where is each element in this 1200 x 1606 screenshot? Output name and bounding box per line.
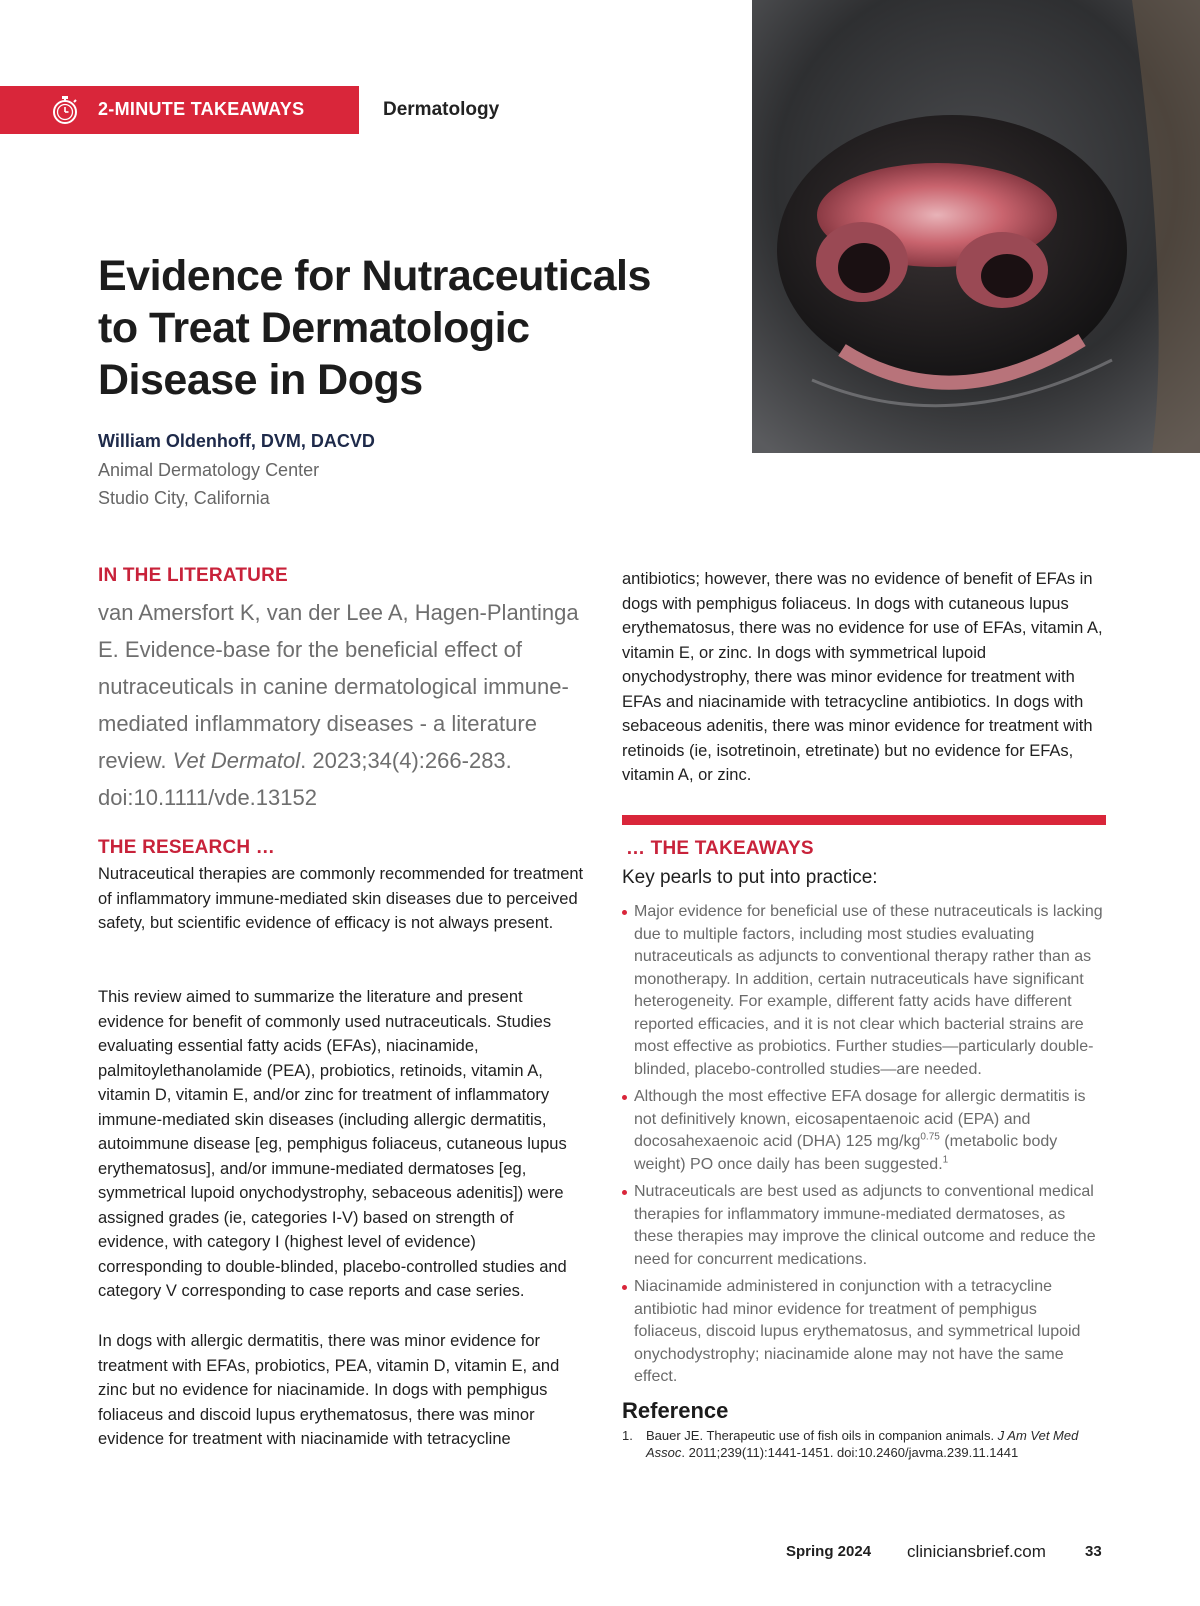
footer-issue: Spring 2024 [786,1543,872,1560]
takeaway-item: Major evidence for beneficial use of these nutraceuticals is lacking due to multiple factors, including most studies evaluating nutraceuticals as adjuncts to conventional therapy rather than as monotherapy. In addition, certain nutraceuticals have significant heterogeneity. For example, different fatty acids have different reported efficacies, and it is not clear which bacterial strains are most effective as probiotics. Further studies—particularly double-blinded, placebo-controlled studies—are needed. [622,901,1108,1081]
research-heading: THE RESEARCH … [98,837,275,858]
title-line: Disease in Dogs [98,356,423,404]
takeaway-item: Niacinamide administered in conjunction with a tetracycline antibiotic had minor evidence for treatment of pemphigus foliaceus, discoid lupus erythematosus, and symmetrical lupoid onychodystrophy; niacinamide alone may not have the same effect. [622,1276,1108,1389]
title-line: Evidence for Nutraceuticals [98,252,651,300]
citation-journal: Vet Dermatol [172,748,301,773]
takeaway-text: (metabolic body weight) PO once daily has been suggested. [634,1133,1058,1173]
footer-website-link[interactable]: cliniciansbrief.com [907,1542,1046,1561]
literature-citation [98,594,584,816]
article-title [98,250,698,406]
takeaway-text: Although the most effective EFA dosage for allergic dermatitis is not definitively known, eicosapentaenoic acid (EPA) and docosahexaenoic acid (DHA) 125 mg/kg [634,1088,1086,1150]
reference-citation: Bauer JE. Therapeutic use of fish oils in companion animals. [646,1428,998,1443]
category-banner [0,86,359,134]
stopwatch-icon [49,94,81,126]
dosage-exponent: 0.75 [920,1131,940,1143]
takeaway-item: Nutraceuticals are best used as adjuncts to conventional medical therapies for inflammatory immune-mediated dermatoses, as these therapies may improve the clinical outcome and reduce the need for concurrent medications. [622,1181,1108,1271]
citation-details: . 2023;34(4):266-283. doi:10.1111/vde.13152 [98,748,512,810]
research-paragraph: This review aimed to summarize the literature and present evidence for benefit of commonly used nutraceuticals. Studies evaluating essential fatty acids (EFAs), niacinamide, palmitoylethanolamide (PEA), probiotics, retinoids, vitamin A, vitamin D, vitamin E, and/or zinc for treatment of inflammatory immune-mediated skin diseases (including allergic dermatitis, autoimmune disease [eg, pemphigus foliaceus, cutaneous lupus erythematosus], and/or immune-mediated dermatoses [eg, symmetrical lupoid onychodystrophy, sebaceous adenitis]) were assigned grades (ie, categories I-V) based on strength of evidence, with category I (highest level of evidence) corresponding to double-blinded, placebo-controlled studies and category V corresponding to case reports and case series. [98,988,567,1300]
title-line: to Treat Dermatologic [98,304,530,352]
citation-text: van Amersfort K, van der Lee A, Hagen-Plantinga E. Evidence-base for the beneficial effect of nutraceuticals in canine dermatological immune-mediated inflammatory diseases - a literature review. [98,600,579,773]
reference-text [622,1428,1108,1461]
dog-nose-photo [752,0,1200,453]
literature-heading: IN THE LITERATURE [98,565,288,586]
section-divider [622,815,1106,825]
takeaway-item [622,1086,1108,1176]
section-label: Dermatology [383,99,500,120]
research-paragraph: In dogs with allergic dermatitis, there was minor evidence for treatment with EFAs, probiotics, PEA, vitamin D, vitamin E, and zinc but no evidence for niacinamide. In dogs with pemphigus foliaceus and discoid lupus erythematosus, there was minor evidence for treatment with niacinamide with tetracycline [98,1332,560,1448]
author-name: William Oldenhoff, DVM, DACVD [98,431,375,451]
research-paragraph-continued: antibiotics; however, there was no evidence of benefit of EFAs in dogs with pemphigus foliaceus. In dogs with cutaneous lupus erythematosus, there was no evidence for use of EFAs, vitamin A, vitamin E, or zinc. In dogs with symmetrical lupoid onychodystrophy, there was minor evidence for treatment with EFAs and niacinamide with tetracycline antibiotics. In dogs with sebaceous adenitis, there was minor evidence for treatment with retinoids (ie, isotretinoin, etretinate) but no evidence for EFAs, vitamin A, or zinc. [622,570,1103,784]
reference-heading: Reference [622,1398,729,1423]
author-affiliation: Animal Dermatology Center [98,460,320,480]
takeaways-heading: … THE TAKEAWAYS [626,838,814,859]
research-paragraph: Nutraceutical therapies are commonly recommended for treatment of inflammatory immune-mediated skin diseases due to perceived safety, but scientific evidence of efficacy is not always present. [98,865,584,932]
reference-details: . 2011;239(11):1441-1451. doi:10.2460/javma.239.11.1441 [681,1444,1019,1460]
takeaways-subheading: Key pearls to put into practice: [622,867,878,888]
takeaways-list [622,901,1108,1394]
reference-number: 1. [622,1428,633,1443]
author-location: Studio City, California [98,488,270,508]
reference-item [622,1428,1108,1461]
reference-mark: 1 [942,1154,949,1166]
reference-journal: J Am Vet Med Assoc [646,1428,1079,1460]
page-number: 33 [1085,1543,1102,1560]
banner-label: 2-MINUTE TAKEAWAYS [98,99,305,119]
